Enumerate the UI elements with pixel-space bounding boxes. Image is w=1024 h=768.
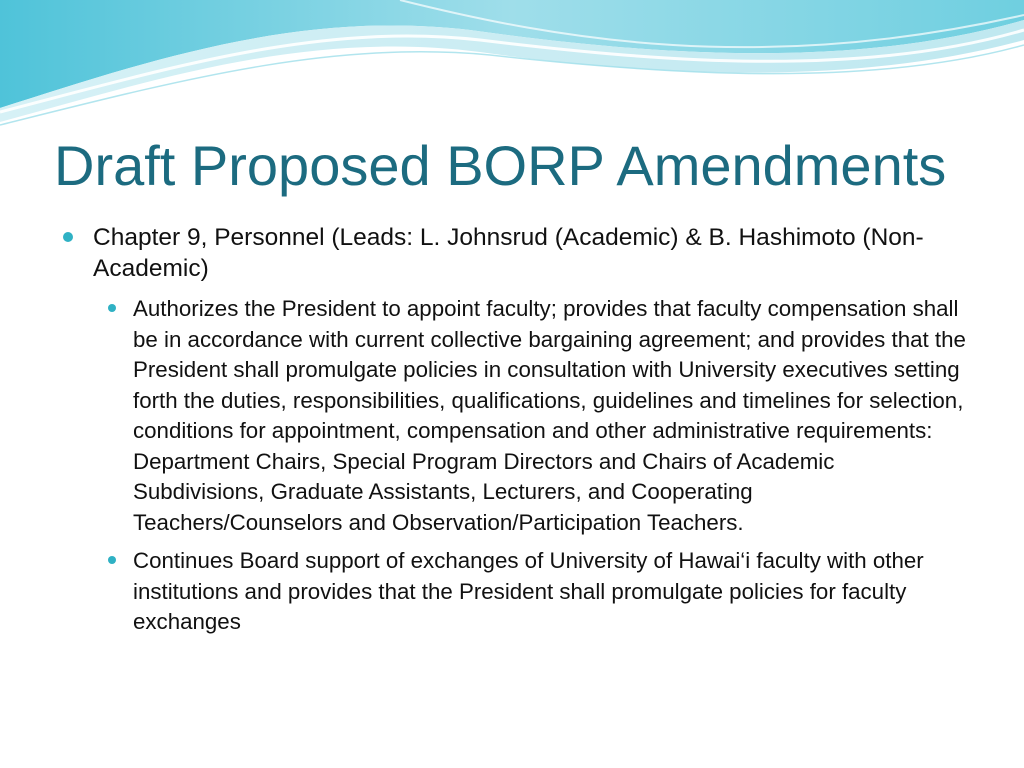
slide-title: Draft Proposed BORP Amendments: [54, 134, 947, 197]
slide-content: [60, 222, 980, 646]
subbullet-exchanges: [106, 546, 966, 638]
subbullet-text: Authorizes the President to appoint faculty; provides that faculty compensation shall be in accordance with current collective bargaining agreement; and provides that the President shall promulgate policies in consultation with University executives setting forth the duties, responsibilities, qualifications, guidelines and timelines for selection, conditions for appointment, compensation and other administrative requirements: Department Chairs, Special Program Directors and Chairs of Academic Subdivisions, Graduate Assistants, Lecturers, and Cooperating Teachers/Counselors and Observation/Participation Teachers.: [133, 296, 966, 535]
bullet-dot-icon: [108, 556, 116, 564]
header-wave-decoration: [0, 0, 1024, 130]
subbullet-list: [106, 294, 966, 638]
subbullet-text: Continues Board support of exchanges of University of Hawai‘i faculty with other institutions and provides that the President shall promulgate policies for faculty exchanges: [133, 548, 924, 634]
bullet-dot-icon: [108, 304, 116, 312]
subbullet-appointments: [106, 294, 966, 538]
bullet-chapter-9: [60, 222, 980, 284]
bullet-text: Chapter 9, Personnel (Leads: L. Johnsrud (Academic) & B. Hashimoto (Non-Academic): [93, 224, 924, 282]
bullet-dot-icon: [63, 232, 73, 242]
